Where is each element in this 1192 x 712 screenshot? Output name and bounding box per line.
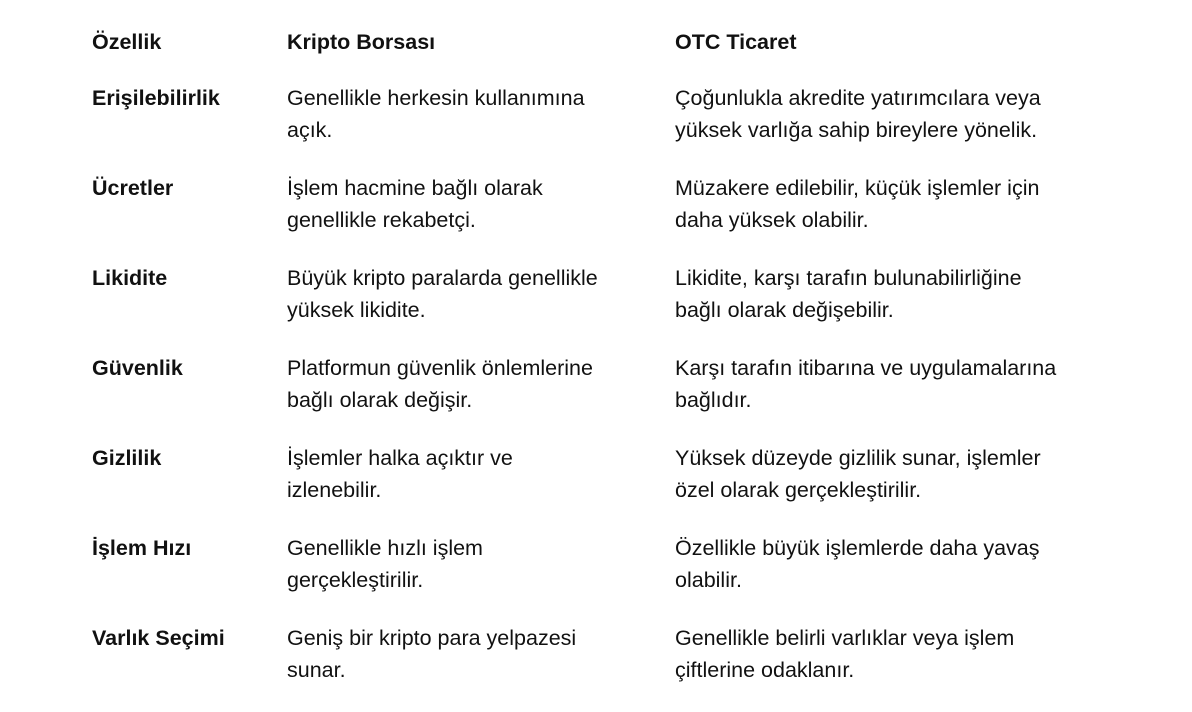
- otc-cell: [675, 82, 1145, 146]
- header-feature: Özellik: [92, 30, 162, 54]
- feature-cell: Varlık Seçimi: [92, 626, 225, 650]
- exchange-cell-line: açık.: [287, 118, 333, 142]
- otc-cell-line: yüksek varlığa sahip bireylere yönelik.: [675, 118, 1038, 142]
- otc-cell-line: Müzakere edilebilir, küçük işlemler için: [675, 176, 1040, 200]
- exchange-cell-line: Genellikle herkesin kullanımına: [287, 86, 585, 110]
- otc-cell-line: olabilir.: [675, 568, 742, 592]
- header-otc-trading: OTC Ticaret: [675, 30, 797, 54]
- otc-cell-line: özel olarak gerçekleştirilir.: [675, 478, 922, 502]
- exchange-cell: [287, 172, 675, 236]
- feature-cell: Güvenlik: [92, 356, 183, 380]
- table-row: [92, 172, 1152, 262]
- exchange-cell: [287, 442, 675, 506]
- otc-cell-line: çiftlerine odaklanır.: [675, 658, 855, 682]
- exchange-cell: [287, 532, 675, 596]
- table-row: [92, 262, 1152, 352]
- header-crypto-exchange: Kripto Borsası: [287, 30, 436, 54]
- table-row: [92, 352, 1152, 442]
- otc-cell: [675, 442, 1145, 506]
- otc-cell-line: Özellikle büyük işlemlerde daha yavaş: [675, 536, 1040, 560]
- feature-cell: Ücretler: [92, 176, 174, 200]
- exchange-cell: [287, 82, 675, 146]
- table-row: [92, 442, 1152, 532]
- comparison-table: [92, 26, 1152, 712]
- otc-cell: [675, 352, 1145, 416]
- exchange-cell-line: Geniş bir kripto para yelpazesi: [287, 626, 577, 650]
- table-row: [92, 532, 1152, 622]
- otc-cell-line: Genellikle belirli varlıklar veya işlem: [675, 626, 1015, 650]
- exchange-cell-line: Platformun güvenlik önlemlerine: [287, 356, 593, 380]
- exchange-cell-line: Büyük kripto paralarda genellikle: [287, 266, 598, 290]
- otc-cell: [675, 172, 1145, 236]
- feature-cell: Erişilebilirlik: [92, 86, 220, 110]
- otc-cell-line: Yüksek düzeyde gizlilik sunar, işlemler: [675, 446, 1041, 470]
- exchange-cell-line: izlenebilir.: [287, 478, 382, 502]
- exchange-cell-line: gerçekleştirilir.: [287, 568, 424, 592]
- exchange-cell-line: İşlemler halka açıktır ve: [287, 446, 513, 470]
- otc-cell: [675, 532, 1145, 596]
- otc-cell-line: Likidite, karşı tarafın bulunabilirliğine: [675, 266, 1022, 290]
- otc-cell-line: bağlıdır.: [675, 388, 752, 412]
- feature-cell: Likidite: [92, 266, 168, 290]
- otc-cell: [675, 262, 1145, 326]
- exchange-cell: [287, 262, 675, 326]
- table-header-row: [92, 26, 1152, 82]
- exchange-cell-line: yüksek likidite.: [287, 298, 426, 322]
- feature-cell: İşlem Hızı: [92, 536, 192, 560]
- exchange-cell-line: İşlem hacmine bağlı olarak: [287, 176, 543, 200]
- otc-cell-line: bağlı olarak değişebilir.: [675, 298, 894, 322]
- otc-cell-line: Karşı tarafın itibarına ve uygulamalarına: [675, 356, 1057, 380]
- exchange-cell-line: bağlı olarak değişir.: [287, 388, 473, 412]
- otc-cell-line: daha yüksek olabilir.: [675, 208, 869, 232]
- exchange-cell-line: sunar.: [287, 658, 346, 682]
- exchange-cell: [287, 352, 675, 416]
- exchange-cell: [287, 622, 675, 686]
- exchange-cell-line: Genellikle hızlı işlem: [287, 536, 483, 560]
- otc-cell: [675, 622, 1145, 686]
- otc-cell-line: Çoğunlukla akredite yatırımcılara veya: [675, 86, 1041, 110]
- feature-cell: Gizlilik: [92, 446, 162, 470]
- table-row: [92, 622, 1152, 712]
- exchange-cell-line: genellikle rekabetçi.: [287, 208, 476, 232]
- table-row: [92, 82, 1152, 172]
